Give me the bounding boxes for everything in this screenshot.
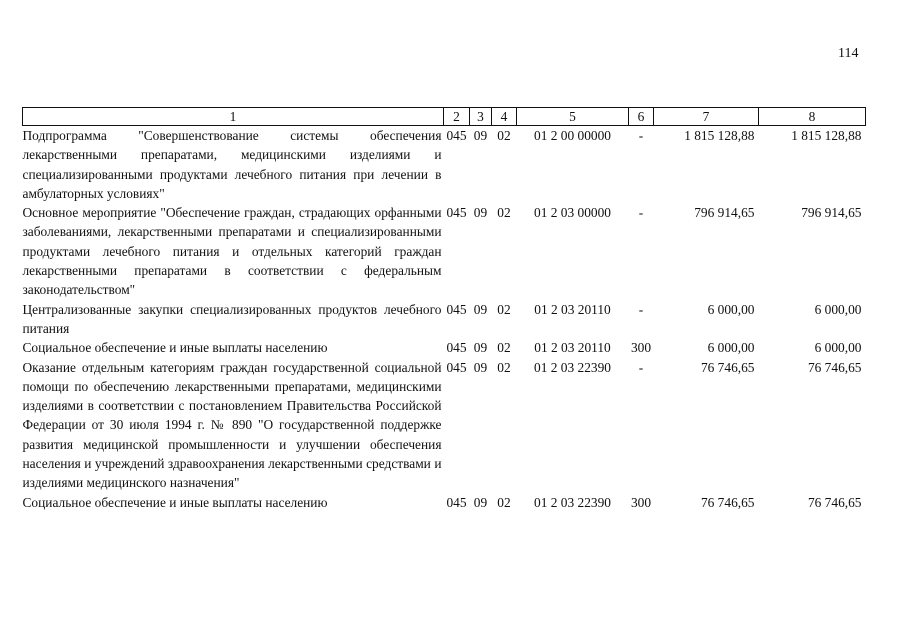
row-expense-type: -: [638, 128, 644, 143]
row-target-article: 01 2 03 22390: [534, 359, 611, 375]
row-section-code: 09: [473, 128, 488, 143]
row-ministry-code: 045: [446, 340, 467, 356]
row-name: Основное мероприятие "Обеспечение граждан, страдающих орфанными заболеваниями, лекарственными препаратами и специализированными продуктами лечебного питания и отдельных категорий граждан лекарственными препаратами в соответствии с федеральным законодательством": [22, 205, 442, 298]
header-col-8: 8: [759, 108, 866, 126]
header-col-1: 1: [23, 108, 444, 126]
row-subsection-code: 02: [497, 205, 511, 221]
header-col-2: 2: [444, 108, 470, 126]
row-subsection-code: 02: [497, 128, 511, 143]
row-amount-7: 76 746,65: [700, 359, 755, 375]
row-expense-type: -: [638, 205, 644, 221]
row-target-article: 01 2 03 20110: [534, 340, 611, 356]
row-section-code: 09: [473, 301, 488, 317]
row-amount-8: 796 914,65: [801, 205, 862, 221]
table-row: [23, 338, 866, 357]
row-ministry-code: 045: [446, 205, 467, 221]
row-name: Оказание отдельным категориям граждан государственной социальной помощи по обеспечению лекарственными препаратами, медицинскими изделиями в соответствии с постановлением Правительства Российской Федерации от 30 июля 1994 г. № 890 "О государственной поддержке развития медицинской промышленности и улучшении обеспечения населения и учреждений здравоохранения лекарственными средствами и изделиями медицинского назначения": [22, 359, 442, 491]
table-row: [23, 203, 866, 299]
row-section-code: 09: [473, 494, 488, 510]
row-section-code: 09: [473, 359, 488, 375]
row-amount-7: 6 000,00: [707, 301, 755, 317]
row-ministry-code: 045: [446, 301, 467, 317]
page-number: 114: [838, 46, 859, 61]
row-target-article: 01 2 03 20110: [534, 301, 611, 317]
row-subsection-code: 02: [497, 494, 511, 510]
table-header: [23, 108, 866, 126]
table-body: [23, 126, 866, 512]
row-subsection-code: 02: [497, 340, 511, 356]
row-amount-7: 796 914,65: [694, 205, 755, 221]
row-name: Социальное обеспечение и иные выплаты населению: [22, 494, 328, 510]
row-section-code: 09: [473, 340, 488, 356]
row-amount-7: 76 746,65: [700, 494, 755, 510]
row-name: Централизованные закупки специализированных продуктов лечебного питания: [22, 301, 442, 336]
row-amount-7: 1 815 128,88: [684, 128, 755, 143]
row-ministry-code: 045: [446, 359, 467, 375]
row-amount-8: 76 746,65: [807, 359, 862, 375]
table-row: [23, 493, 866, 512]
header-col-5: 5: [517, 108, 629, 126]
header-col-6: 6: [629, 108, 654, 126]
row-target-article: 01 2 03 00000: [534, 205, 611, 221]
header-col-3: 3: [470, 108, 492, 126]
row-ministry-code: 045: [446, 494, 467, 510]
row-expense-type: 300: [630, 340, 652, 356]
row-target-article: 01 2 03 22390: [534, 494, 611, 510]
row-amount-8: 1 815 128,88: [791, 128, 862, 143]
row-amount-7: 6 000,00: [707, 340, 755, 356]
row-subsection-code: 02: [497, 301, 511, 317]
row-expense-type: -: [638, 301, 644, 317]
row-amount-8: 6 000,00: [814, 340, 862, 356]
table-row: [23, 126, 866, 204]
header-row: [23, 108, 866, 126]
row-expense-type: 300: [630, 494, 652, 510]
row-amount-8: 6 000,00: [814, 301, 862, 317]
row-name: Подпрограмма "Совершенствование системы обеспечения лекарственными препаратами, медицинскими изделиями и специализированными продуктами лечебного питания при лечении в амбулаторных условиях": [22, 128, 442, 201]
budget-table: [22, 107, 866, 512]
row-name: Социальное обеспечение и иные выплаты населению: [22, 340, 328, 356]
row-target-article: 01 2 00 00000: [534, 128, 611, 143]
row-expense-type: -: [638, 359, 644, 375]
header-col-7: 7: [654, 108, 759, 126]
table-row: [23, 358, 866, 493]
header-col-4: 4: [492, 108, 517, 126]
row-subsection-code: 02: [497, 359, 511, 375]
table-row: [23, 300, 866, 339]
row-section-code: 09: [473, 205, 488, 221]
row-amount-8: 76 746,65: [807, 494, 862, 510]
row-ministry-code: 045: [446, 128, 467, 143]
